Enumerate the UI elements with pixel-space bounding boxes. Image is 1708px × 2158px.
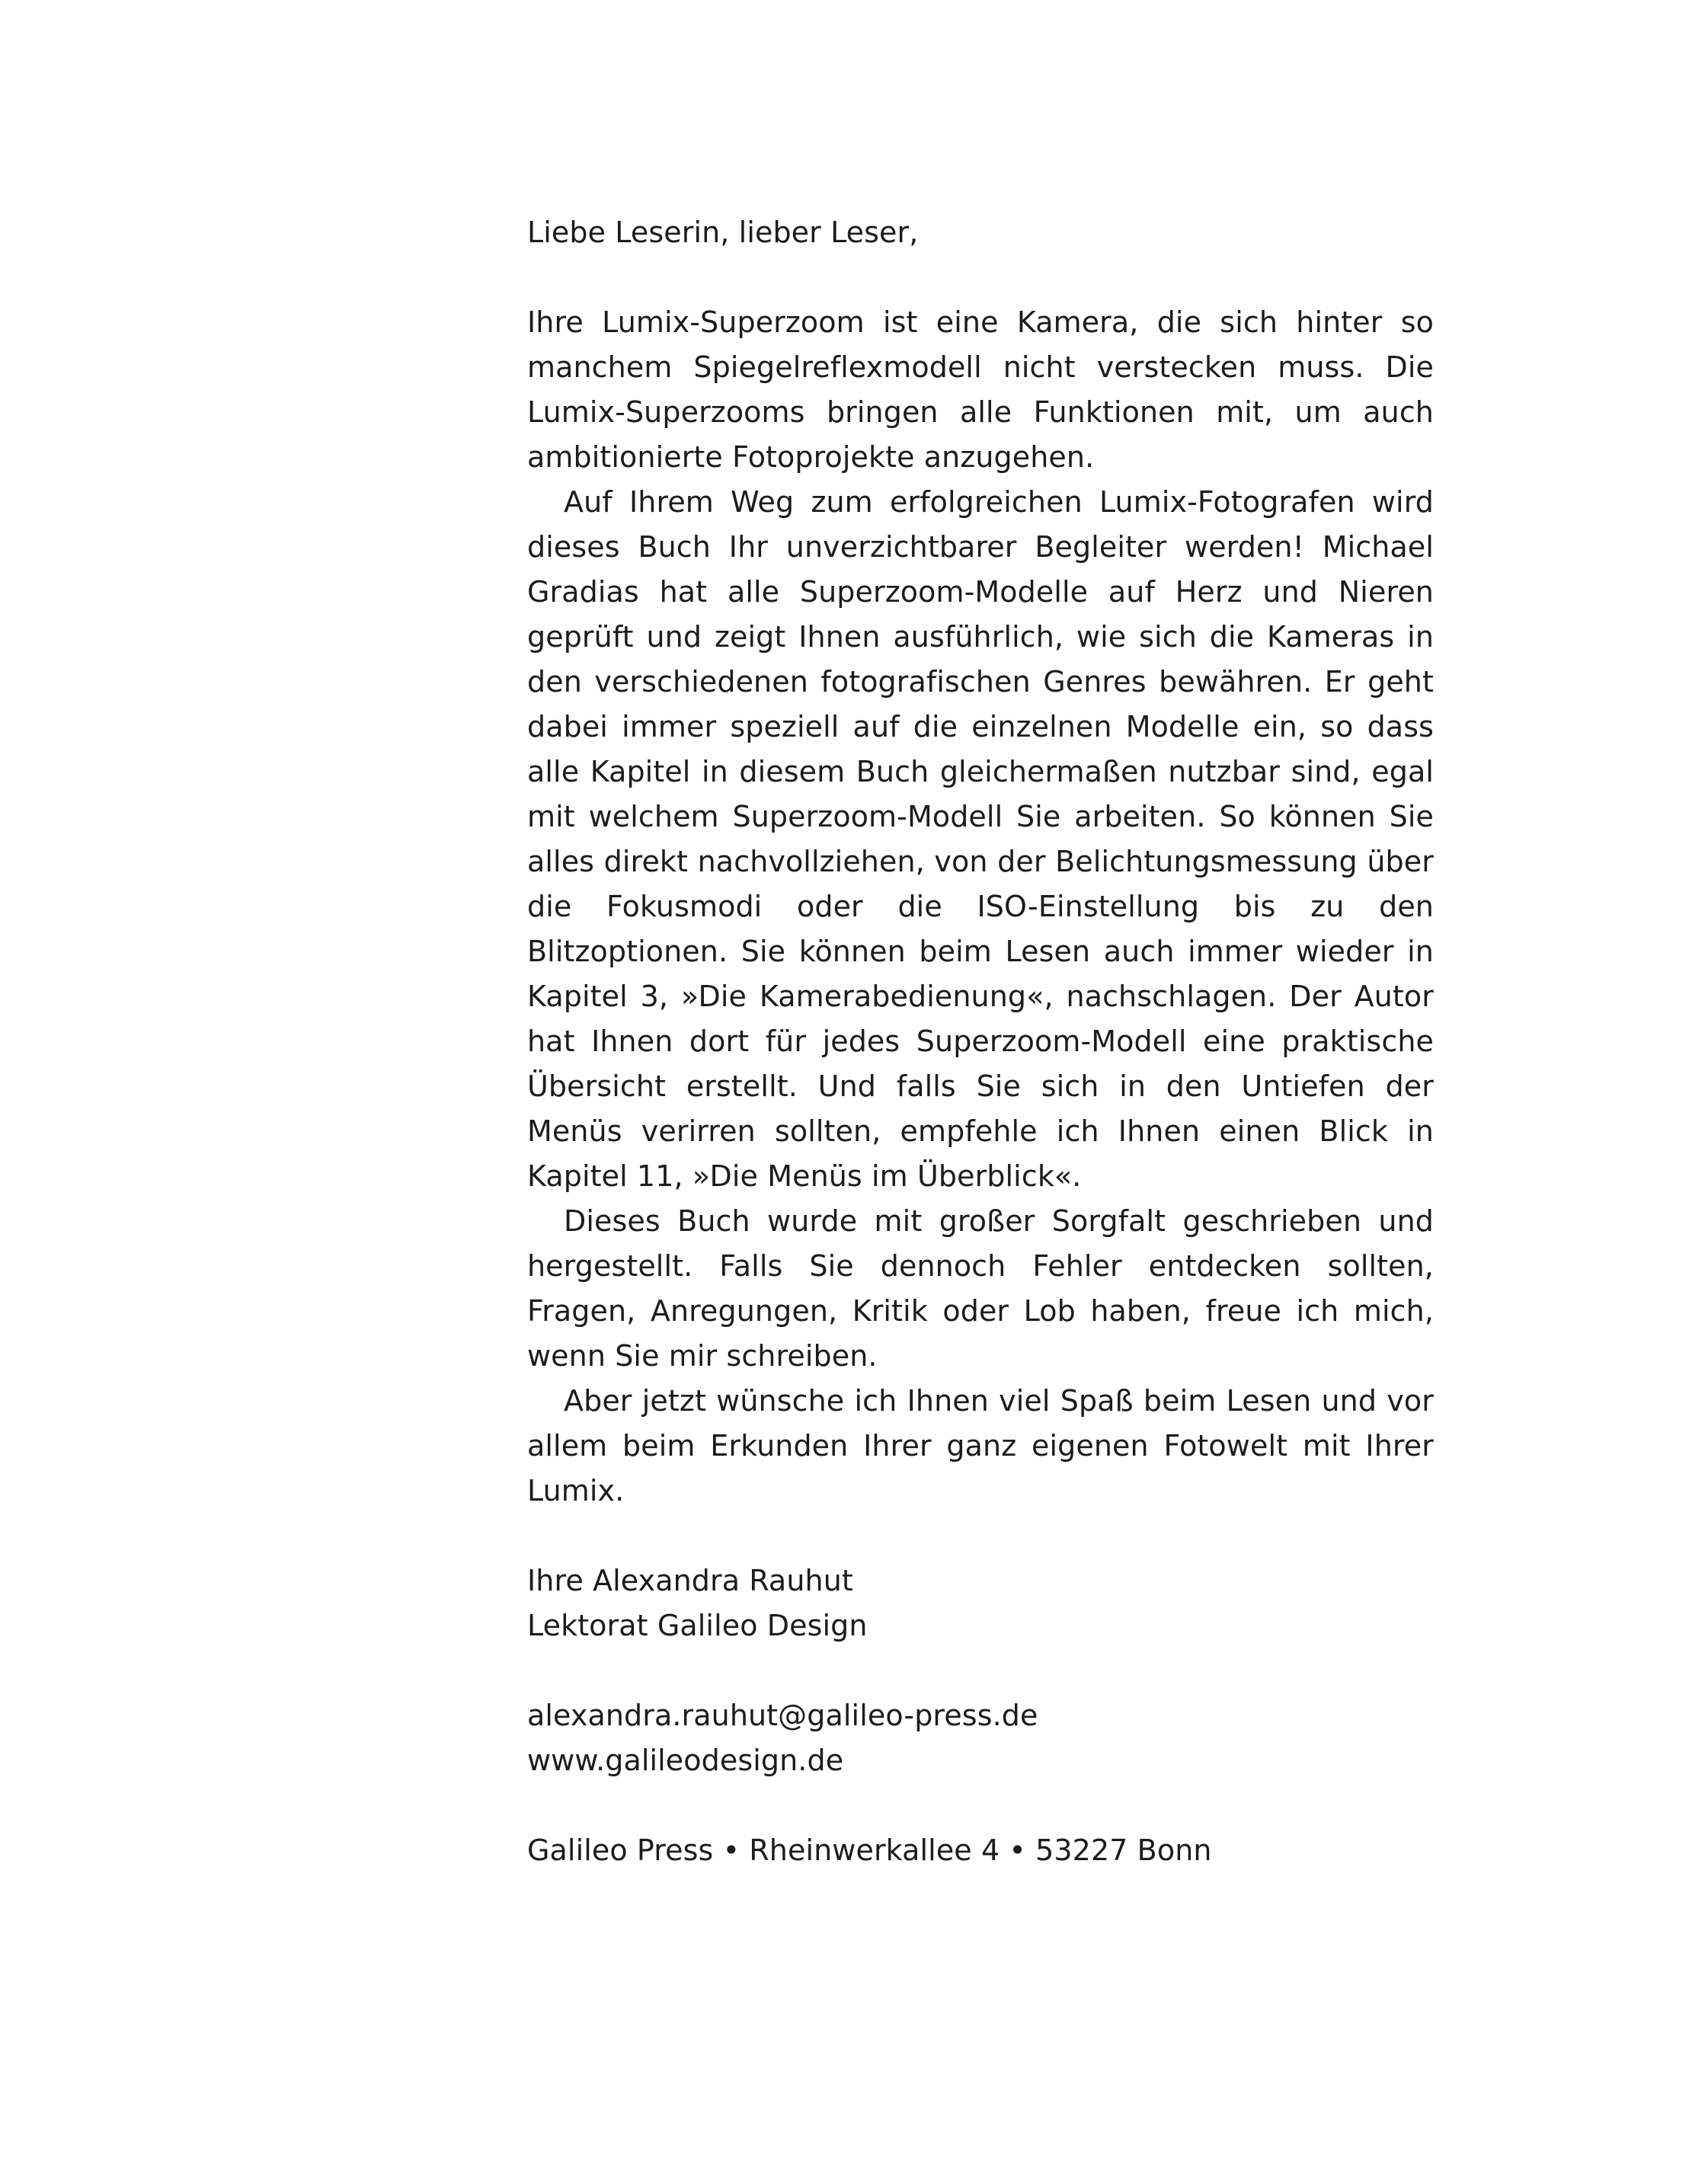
publisher-address: Galileo Press • Rheinwerkallee 4 • 53227 Bonn	[527, 1834, 1212, 1867]
editor-letter	[527, 210, 1434, 1873]
publisher-address-block	[527, 1828, 1434, 1873]
paragraph-closing: Aber jetzt wünsche ich Ihnen viel Spaß beim Lesen und vor allem beim Erkunden Ihrer ganz eigenen Fotowelt mit Ihrer Lumix.	[527, 1384, 1434, 1507]
paragraph-feedback: Dieses Buch wurde mit großer Sorgfalt geschrieben und hergestellt. Falls Sie dennoch Fehler entdecken sollten, Fragen, Anregungen, Kritik oder Lob haben, freue ich mich, wenn Sie mir schreiben.	[527, 1204, 1434, 1373]
contact-website: www.galileodesign.de	[527, 1744, 844, 1777]
signature-role: Lektorat Galileo Design	[527, 1609, 868, 1642]
contact-email: alexandra.rauhut@galileo-press.de	[527, 1699, 1038, 1732]
signature-name: Ihre Alexandra Rauhut	[527, 1564, 853, 1597]
contact-block	[527, 1693, 1434, 1783]
paragraph-intro: Ihre Lumix-Superzoom ist eine Kamera, die sich hinter so manchem Spiegelreflexmodell nicht verstecken muss. Die Lumix-Superzooms bringen alle Funktionen mit, um auch ambitionierte Fotoprojekte anzugehen.	[527, 305, 1434, 474]
paragraph-book-content: Auf Ihrem Weg zum erfolgreichen Lumix-Fotografen wird dieses Buch Ihr unverzichtbarer Begleiter werden! Michael Gradias hat alle Superzoom-Modelle auf Herz und Nieren geprüft und zeigt Ihnen ausführlich, wie sich die Kameras in den verschiedenen fotografischen Genres bewähren. Er geht dabei immer speziell auf die einzelnen Modelle ein, so dass alle Kapitel in diesem Buch gleichermaßen nutzbar sind, egal mit welchem Superzoom-Modell Sie arbeiten. So können Sie alles direkt nachvollziehen, von der Belichtungsmessung über die Fokusmodi oder die ISO-Einstellung bis zu den Blitzoptionen. Sie können beim Lesen auch immer wieder in Kapitel 3, »Die Kamerabedienung«, nachschlagen. Der Autor hat Ihnen dort für jedes Superzoom-Modell eine praktische Übersicht erstellt. Und falls Sie sich in den Untiefen der Menüs verirren sollten, empfehle ich Ihnen einen Blick in Kapitel 11, »Die Menüs im Überblick«.	[527, 485, 1434, 1193]
signature-block	[527, 1559, 1434, 1648]
salutation: Liebe Leserin, lieber Leser,	[527, 216, 919, 249]
